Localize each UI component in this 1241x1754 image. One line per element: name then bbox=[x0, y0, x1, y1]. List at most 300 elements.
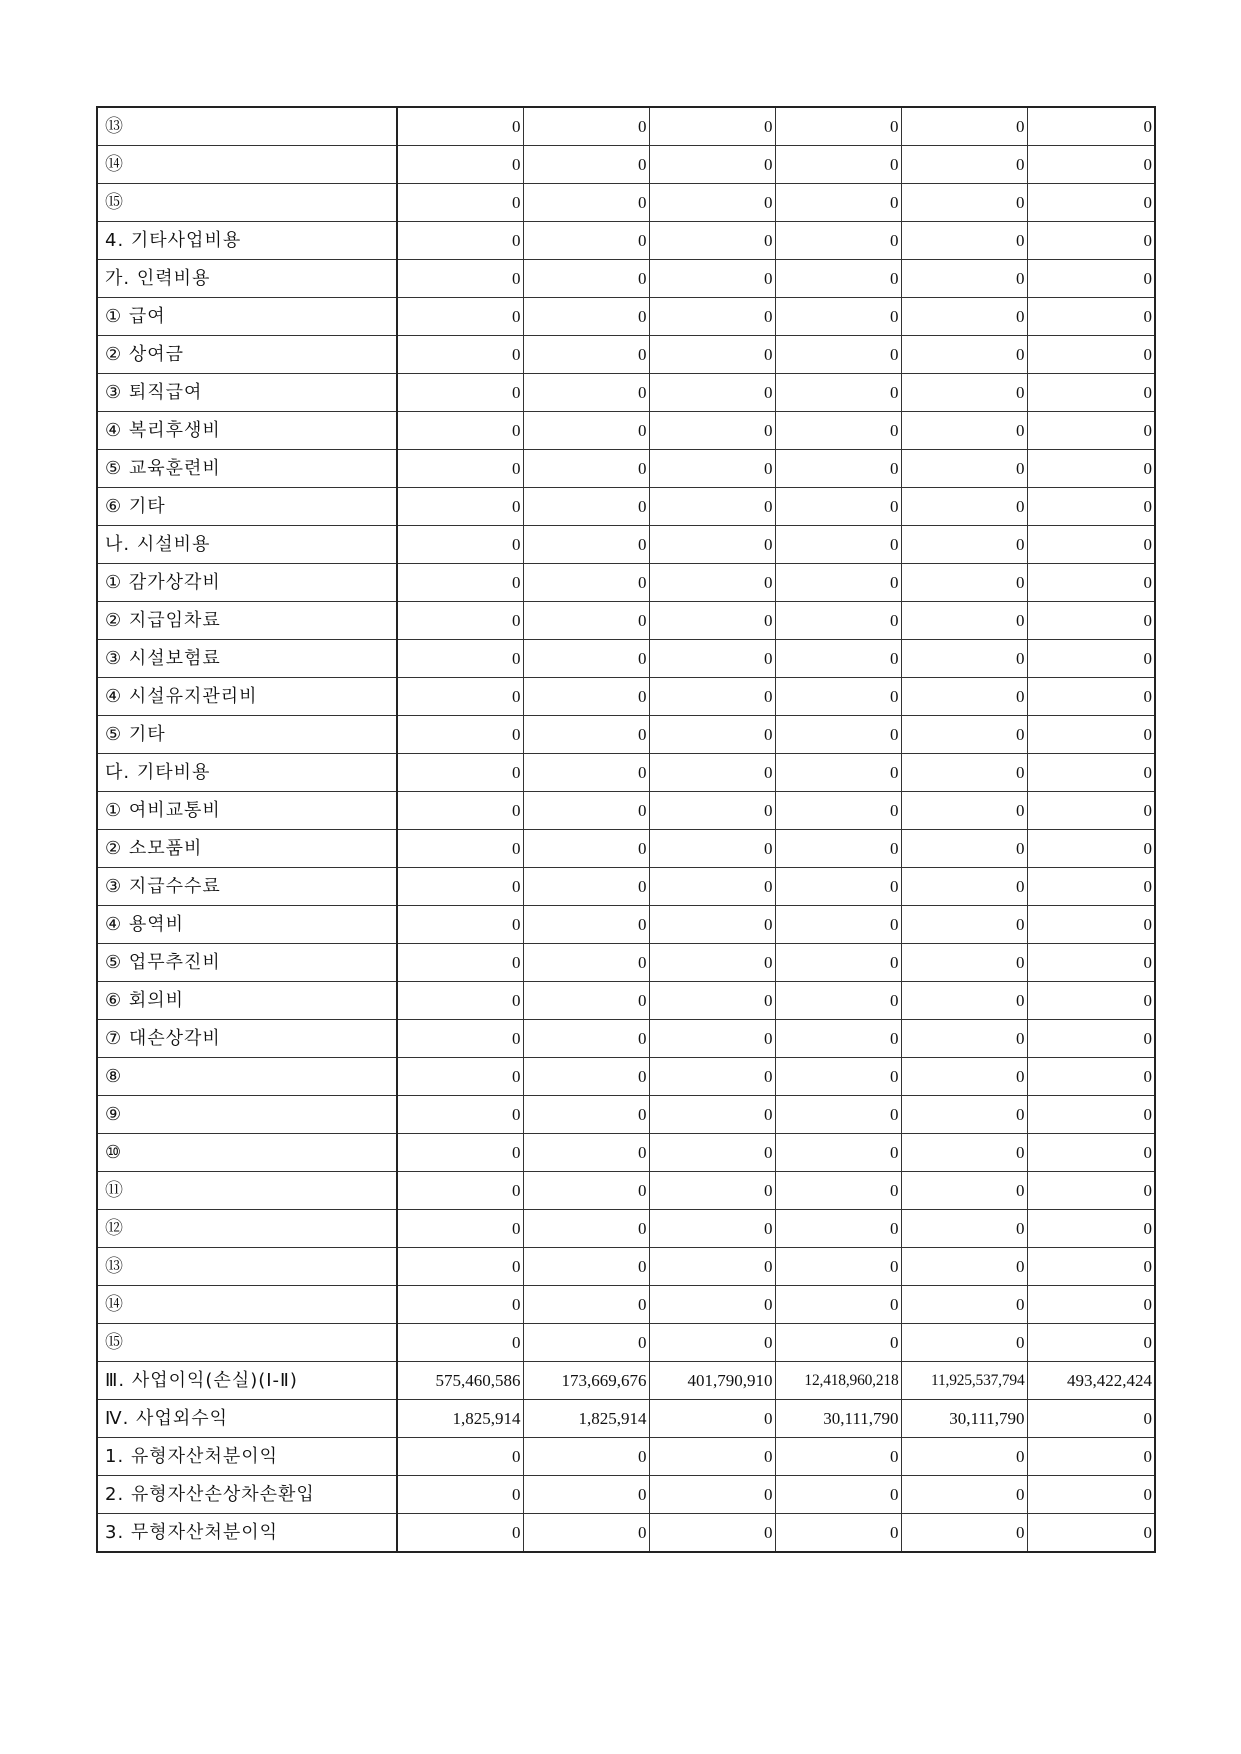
row-label: 가. 인력비용 bbox=[97, 260, 397, 298]
value-cell: 0 bbox=[775, 107, 901, 146]
table-row bbox=[97, 1210, 1155, 1248]
value-cell: 0 bbox=[523, 1020, 649, 1058]
value-cell: 0 bbox=[649, 1248, 775, 1286]
table-row bbox=[97, 678, 1155, 716]
value-cell: 0 bbox=[649, 184, 775, 222]
value-cell: 493,422,424 bbox=[1027, 1362, 1155, 1400]
value-cell: 0 bbox=[397, 374, 523, 412]
value-cell: 0 bbox=[901, 374, 1027, 412]
row-label: ⑫ bbox=[97, 1210, 397, 1248]
value-cell: 0 bbox=[523, 1476, 649, 1514]
value-cell: 0 bbox=[523, 868, 649, 906]
value-cell: 0 bbox=[775, 1438, 901, 1476]
value-cell: 0 bbox=[775, 1248, 901, 1286]
value-cell: 0 bbox=[1027, 982, 1155, 1020]
value-cell: 0 bbox=[775, 336, 901, 374]
value-cell: 0 bbox=[1027, 640, 1155, 678]
value-cell: 0 bbox=[397, 1438, 523, 1476]
value-cell: 0 bbox=[1027, 1172, 1155, 1210]
value-cell: 12,418,960,218 bbox=[775, 1362, 901, 1400]
value-cell: 0 bbox=[649, 678, 775, 716]
value-cell: 0 bbox=[397, 868, 523, 906]
value-cell: 0 bbox=[775, 868, 901, 906]
value-cell: 0 bbox=[649, 1210, 775, 1248]
value-cell: 0 bbox=[397, 1172, 523, 1210]
value-cell: 0 bbox=[649, 906, 775, 944]
table-row bbox=[97, 830, 1155, 868]
table-row bbox=[97, 526, 1155, 564]
value-cell: 0 bbox=[397, 336, 523, 374]
value-cell: 0 bbox=[523, 1438, 649, 1476]
row-label: ④ 용역비 bbox=[97, 906, 397, 944]
value-cell: 0 bbox=[649, 488, 775, 526]
value-cell: 0 bbox=[901, 1020, 1027, 1058]
value-cell: 0 bbox=[649, 754, 775, 792]
value-cell: 0 bbox=[1027, 716, 1155, 754]
value-cell: 0 bbox=[649, 298, 775, 336]
value-cell: 0 bbox=[775, 1134, 901, 1172]
financial-table bbox=[96, 106, 1156, 1553]
value-cell: 0 bbox=[775, 754, 901, 792]
value-cell: 0 bbox=[523, 260, 649, 298]
row-label: ⑮ bbox=[97, 184, 397, 222]
row-label: ④ 복리후생비 bbox=[97, 412, 397, 450]
value-cell: 0 bbox=[523, 602, 649, 640]
value-cell: 0 bbox=[775, 1058, 901, 1096]
value-cell: 0 bbox=[1027, 602, 1155, 640]
value-cell: 0 bbox=[649, 1324, 775, 1362]
value-cell: 0 bbox=[775, 1324, 901, 1362]
value-cell: 0 bbox=[1027, 374, 1155, 412]
value-cell: 0 bbox=[1027, 564, 1155, 602]
value-cell: 0 bbox=[649, 564, 775, 602]
value-cell: 0 bbox=[523, 678, 649, 716]
table-row bbox=[97, 754, 1155, 792]
value-cell: 0 bbox=[901, 868, 1027, 906]
value-cell: 0 bbox=[775, 640, 901, 678]
value-cell: 0 bbox=[775, 1286, 901, 1324]
value-cell: 0 bbox=[901, 1514, 1027, 1553]
value-cell: 0 bbox=[397, 792, 523, 830]
value-cell: 0 bbox=[397, 222, 523, 260]
value-cell: 0 bbox=[775, 1096, 901, 1134]
value-cell: 0 bbox=[397, 1210, 523, 1248]
value-cell: 0 bbox=[775, 906, 901, 944]
value-cell: 0 bbox=[901, 716, 1027, 754]
financial-table-body bbox=[97, 107, 1155, 1552]
row-label: ② 소모품비 bbox=[97, 830, 397, 868]
value-cell: 0 bbox=[649, 336, 775, 374]
value-cell: 0 bbox=[775, 982, 901, 1020]
value-cell: 0 bbox=[901, 146, 1027, 184]
row-label: ⑥ 기타 bbox=[97, 488, 397, 526]
value-cell: 0 bbox=[523, 830, 649, 868]
value-cell: 0 bbox=[523, 184, 649, 222]
value-cell: 0 bbox=[1027, 260, 1155, 298]
value-cell: 0 bbox=[649, 640, 775, 678]
table-row bbox=[97, 944, 1155, 982]
value-cell: 0 bbox=[901, 1438, 1027, 1476]
table-row bbox=[97, 1400, 1155, 1438]
table-row bbox=[97, 640, 1155, 678]
value-cell: 0 bbox=[397, 640, 523, 678]
value-cell: 0 bbox=[901, 1172, 1027, 1210]
value-cell: 0 bbox=[775, 564, 901, 602]
value-cell: 0 bbox=[901, 602, 1027, 640]
value-cell: 0 bbox=[775, 146, 901, 184]
value-cell: 0 bbox=[523, 298, 649, 336]
value-cell: 0 bbox=[901, 678, 1027, 716]
row-label: ③ 지급수수료 bbox=[97, 868, 397, 906]
table-row bbox=[97, 146, 1155, 184]
value-cell: 0 bbox=[397, 1324, 523, 1362]
value-cell: 0 bbox=[649, 830, 775, 868]
row-label: ⑨ bbox=[97, 1096, 397, 1134]
value-cell: 0 bbox=[775, 488, 901, 526]
value-cell: 0 bbox=[775, 222, 901, 260]
value-cell: 0 bbox=[523, 716, 649, 754]
value-cell: 0 bbox=[523, 1324, 649, 1362]
value-cell: 0 bbox=[523, 412, 649, 450]
value-cell: 173,669,676 bbox=[523, 1362, 649, 1400]
value-cell: 0 bbox=[649, 1438, 775, 1476]
value-cell: 0 bbox=[775, 184, 901, 222]
value-cell: 0 bbox=[397, 1514, 523, 1553]
value-cell: 0 bbox=[901, 792, 1027, 830]
value-cell: 0 bbox=[397, 1020, 523, 1058]
value-cell: 0 bbox=[1027, 754, 1155, 792]
table-row bbox=[97, 1362, 1155, 1400]
value-cell: 0 bbox=[775, 678, 901, 716]
value-cell: 0 bbox=[901, 754, 1027, 792]
value-cell: 0 bbox=[649, 1096, 775, 1134]
value-cell: 0 bbox=[901, 526, 1027, 564]
value-cell: 0 bbox=[901, 298, 1027, 336]
value-cell: 0 bbox=[1027, 1438, 1155, 1476]
value-cell: 0 bbox=[775, 602, 901, 640]
value-cell: 0 bbox=[1027, 146, 1155, 184]
value-cell: 0 bbox=[523, 982, 649, 1020]
value-cell: 0 bbox=[901, 1210, 1027, 1248]
value-cell: 1,825,914 bbox=[397, 1400, 523, 1438]
value-cell: 0 bbox=[649, 1476, 775, 1514]
row-label: ⑦ 대손상각비 bbox=[97, 1020, 397, 1058]
value-cell: 0 bbox=[397, 450, 523, 488]
row-label: ① 여비교통비 bbox=[97, 792, 397, 830]
table-row bbox=[97, 1172, 1155, 1210]
value-cell: 575,460,586 bbox=[397, 1362, 523, 1400]
value-cell: 0 bbox=[775, 1020, 901, 1058]
row-label: ① 감가상각비 bbox=[97, 564, 397, 602]
value-cell: 0 bbox=[523, 1210, 649, 1248]
table-row bbox=[97, 298, 1155, 336]
value-cell: 0 bbox=[1027, 944, 1155, 982]
row-label: 나. 시설비용 bbox=[97, 526, 397, 564]
value-cell: 0 bbox=[397, 526, 523, 564]
value-cell: 0 bbox=[1027, 1096, 1155, 1134]
value-cell: 0 bbox=[649, 1172, 775, 1210]
value-cell: 0 bbox=[523, 146, 649, 184]
value-cell: 0 bbox=[523, 640, 649, 678]
row-label: ① 급여 bbox=[97, 298, 397, 336]
value-cell: 0 bbox=[1027, 830, 1155, 868]
row-label: ⑪ bbox=[97, 1172, 397, 1210]
value-cell: 0 bbox=[901, 336, 1027, 374]
row-label: ② 지급임차료 bbox=[97, 602, 397, 640]
value-cell: 0 bbox=[649, 1286, 775, 1324]
value-cell: 0 bbox=[397, 298, 523, 336]
value-cell: 0 bbox=[901, 1324, 1027, 1362]
value-cell: 0 bbox=[523, 450, 649, 488]
value-cell: 0 bbox=[901, 184, 1027, 222]
value-cell: 0 bbox=[901, 222, 1027, 260]
value-cell: 0 bbox=[523, 1058, 649, 1096]
value-cell: 0 bbox=[397, 564, 523, 602]
value-cell: 0 bbox=[397, 754, 523, 792]
table-row bbox=[97, 374, 1155, 412]
row-label: ③ 퇴직급여 bbox=[97, 374, 397, 412]
value-cell: 0 bbox=[901, 412, 1027, 450]
row-label: ⑮ bbox=[97, 1324, 397, 1362]
value-cell: 0 bbox=[523, 107, 649, 146]
value-cell: 0 bbox=[523, 1248, 649, 1286]
value-cell: 0 bbox=[649, 602, 775, 640]
value-cell: 30,111,790 bbox=[775, 1400, 901, 1438]
value-cell: 0 bbox=[397, 184, 523, 222]
value-cell: 0 bbox=[775, 526, 901, 564]
value-cell: 0 bbox=[901, 450, 1027, 488]
value-cell: 0 bbox=[901, 1134, 1027, 1172]
table-row bbox=[97, 982, 1155, 1020]
row-label: 다. 기타비용 bbox=[97, 754, 397, 792]
value-cell: 0 bbox=[775, 792, 901, 830]
value-cell: 0 bbox=[1027, 906, 1155, 944]
value-cell: 0 bbox=[649, 374, 775, 412]
row-label: ③ 시설보험료 bbox=[97, 640, 397, 678]
value-cell: 0 bbox=[397, 1096, 523, 1134]
value-cell: 0 bbox=[397, 1058, 523, 1096]
value-cell: 0 bbox=[649, 412, 775, 450]
value-cell: 0 bbox=[649, 107, 775, 146]
value-cell: 0 bbox=[901, 260, 1027, 298]
value-cell: 0 bbox=[649, 146, 775, 184]
value-cell: 0 bbox=[523, 1096, 649, 1134]
value-cell: 0 bbox=[901, 488, 1027, 526]
value-cell: 1,825,914 bbox=[523, 1400, 649, 1438]
row-label: ⑤ 교육훈련비 bbox=[97, 450, 397, 488]
row-label: ⑬ bbox=[97, 107, 397, 146]
table-row bbox=[97, 107, 1155, 146]
table-row bbox=[97, 1324, 1155, 1362]
value-cell: 0 bbox=[1027, 1476, 1155, 1514]
table-row bbox=[97, 1096, 1155, 1134]
value-cell: 0 bbox=[775, 450, 901, 488]
value-cell: 0 bbox=[775, 260, 901, 298]
table-row bbox=[97, 260, 1155, 298]
table-row bbox=[97, 222, 1155, 260]
value-cell: 0 bbox=[523, 1134, 649, 1172]
table-row bbox=[97, 906, 1155, 944]
row-label: ⑥ 회의비 bbox=[97, 982, 397, 1020]
value-cell: 0 bbox=[775, 1514, 901, 1553]
value-cell: 0 bbox=[649, 1134, 775, 1172]
value-cell: 0 bbox=[649, 526, 775, 564]
value-cell: 0 bbox=[649, 716, 775, 754]
value-cell: 0 bbox=[649, 982, 775, 1020]
row-label: ⑬ bbox=[97, 1248, 397, 1286]
row-label: 3. 무형자산처분이익 bbox=[97, 1514, 397, 1553]
row-label: ⑤ 기타 bbox=[97, 716, 397, 754]
table-row bbox=[97, 1438, 1155, 1476]
value-cell: 0 bbox=[397, 716, 523, 754]
value-cell: 0 bbox=[901, 107, 1027, 146]
table-row bbox=[97, 450, 1155, 488]
value-cell: 0 bbox=[397, 488, 523, 526]
table-row bbox=[97, 1020, 1155, 1058]
value-cell: 0 bbox=[397, 1476, 523, 1514]
value-cell: 0 bbox=[523, 526, 649, 564]
row-label: Ⅲ. 사업이익(손실)(Ⅰ-Ⅱ) bbox=[97, 1362, 397, 1400]
row-label: ④ 시설유지관리비 bbox=[97, 678, 397, 716]
value-cell: 0 bbox=[1027, 184, 1155, 222]
row-label: ⑧ bbox=[97, 1058, 397, 1096]
value-cell: 0 bbox=[523, 1286, 649, 1324]
table-row bbox=[97, 1286, 1155, 1324]
value-cell: 0 bbox=[901, 906, 1027, 944]
value-cell: 0 bbox=[901, 830, 1027, 868]
value-cell: 0 bbox=[901, 1248, 1027, 1286]
value-cell: 0 bbox=[1027, 868, 1155, 906]
value-cell: 0 bbox=[523, 1514, 649, 1553]
value-cell: 0 bbox=[1027, 792, 1155, 830]
value-cell: 0 bbox=[523, 792, 649, 830]
value-cell: 0 bbox=[1027, 678, 1155, 716]
value-cell: 0 bbox=[1027, 1134, 1155, 1172]
table-row bbox=[97, 1248, 1155, 1286]
row-label: ⑭ bbox=[97, 146, 397, 184]
table-row bbox=[97, 716, 1155, 754]
value-cell: 0 bbox=[775, 1210, 901, 1248]
table-row bbox=[97, 412, 1155, 450]
value-cell: 0 bbox=[775, 374, 901, 412]
value-cell: 0 bbox=[901, 1286, 1027, 1324]
value-cell: 0 bbox=[649, 260, 775, 298]
value-cell: 0 bbox=[523, 754, 649, 792]
value-cell: 11,925,537,794 bbox=[901, 1362, 1027, 1400]
value-cell: 0 bbox=[649, 1400, 775, 1438]
value-cell: 0 bbox=[1027, 488, 1155, 526]
value-cell: 0 bbox=[775, 1172, 901, 1210]
value-cell: 0 bbox=[1027, 1514, 1155, 1553]
value-cell: 0 bbox=[397, 412, 523, 450]
value-cell: 0 bbox=[397, 107, 523, 146]
value-cell: 0 bbox=[1027, 298, 1155, 336]
value-cell: 0 bbox=[397, 906, 523, 944]
row-label: ⑩ bbox=[97, 1134, 397, 1172]
table-row bbox=[97, 602, 1155, 640]
value-cell: 0 bbox=[1027, 1400, 1155, 1438]
value-cell: 0 bbox=[649, 222, 775, 260]
value-cell: 0 bbox=[523, 944, 649, 982]
value-cell: 0 bbox=[397, 1134, 523, 1172]
value-cell: 0 bbox=[397, 1248, 523, 1286]
value-cell: 0 bbox=[775, 944, 901, 982]
table-row bbox=[97, 184, 1155, 222]
value-cell: 0 bbox=[523, 1172, 649, 1210]
value-cell: 0 bbox=[397, 260, 523, 298]
row-label: ⑤ 업무추진비 bbox=[97, 944, 397, 982]
table-row bbox=[97, 564, 1155, 602]
row-label: 2. 유형자산손상차손환입 bbox=[97, 1476, 397, 1514]
value-cell: 0 bbox=[649, 868, 775, 906]
value-cell: 0 bbox=[1027, 1210, 1155, 1248]
value-cell: 0 bbox=[649, 944, 775, 982]
value-cell: 0 bbox=[901, 1096, 1027, 1134]
table-row bbox=[97, 1058, 1155, 1096]
row-label: 1. 유형자산처분이익 bbox=[97, 1438, 397, 1476]
value-cell: 0 bbox=[901, 1476, 1027, 1514]
row-label: ⑭ bbox=[97, 1286, 397, 1324]
value-cell: 0 bbox=[649, 1058, 775, 1096]
value-cell: 0 bbox=[523, 374, 649, 412]
value-cell: 0 bbox=[1027, 526, 1155, 564]
value-cell: 0 bbox=[901, 944, 1027, 982]
value-cell: 0 bbox=[775, 412, 901, 450]
value-cell: 0 bbox=[397, 944, 523, 982]
table-row bbox=[97, 1476, 1155, 1514]
value-cell: 0 bbox=[397, 830, 523, 868]
row-label: ② 상여금 bbox=[97, 336, 397, 374]
value-cell: 0 bbox=[901, 1058, 1027, 1096]
table-row bbox=[97, 488, 1155, 526]
table-row bbox=[97, 792, 1155, 830]
value-cell: 0 bbox=[397, 982, 523, 1020]
value-cell: 0 bbox=[397, 146, 523, 184]
value-cell: 0 bbox=[1027, 450, 1155, 488]
value-cell: 0 bbox=[775, 1476, 901, 1514]
value-cell: 0 bbox=[1027, 336, 1155, 374]
table-row bbox=[97, 1514, 1155, 1553]
value-cell: 0 bbox=[1027, 1248, 1155, 1286]
value-cell: 0 bbox=[775, 716, 901, 754]
value-cell: 0 bbox=[901, 982, 1027, 1020]
value-cell: 0 bbox=[649, 1514, 775, 1553]
table-row bbox=[97, 868, 1155, 906]
value-cell: 0 bbox=[1027, 1286, 1155, 1324]
value-cell: 0 bbox=[775, 830, 901, 868]
value-cell: 0 bbox=[1027, 1020, 1155, 1058]
value-cell: 0 bbox=[1027, 1324, 1155, 1362]
value-cell: 0 bbox=[523, 222, 649, 260]
value-cell: 30,111,790 bbox=[901, 1400, 1027, 1438]
value-cell: 0 bbox=[397, 1286, 523, 1324]
value-cell: 0 bbox=[901, 564, 1027, 602]
value-cell: 0 bbox=[523, 906, 649, 944]
value-cell: 0 bbox=[901, 640, 1027, 678]
value-cell: 0 bbox=[1027, 1058, 1155, 1096]
value-cell: 0 bbox=[649, 792, 775, 830]
value-cell: 0 bbox=[649, 1020, 775, 1058]
value-cell: 0 bbox=[1027, 412, 1155, 450]
value-cell: 0 bbox=[1027, 107, 1155, 146]
value-cell: 0 bbox=[775, 298, 901, 336]
row-label: 4. 기타사업비용 bbox=[97, 222, 397, 260]
table-row bbox=[97, 336, 1155, 374]
table-row bbox=[97, 1134, 1155, 1172]
value-cell: 0 bbox=[523, 488, 649, 526]
value-cell: 0 bbox=[523, 564, 649, 602]
value-cell: 401,790,910 bbox=[649, 1362, 775, 1400]
